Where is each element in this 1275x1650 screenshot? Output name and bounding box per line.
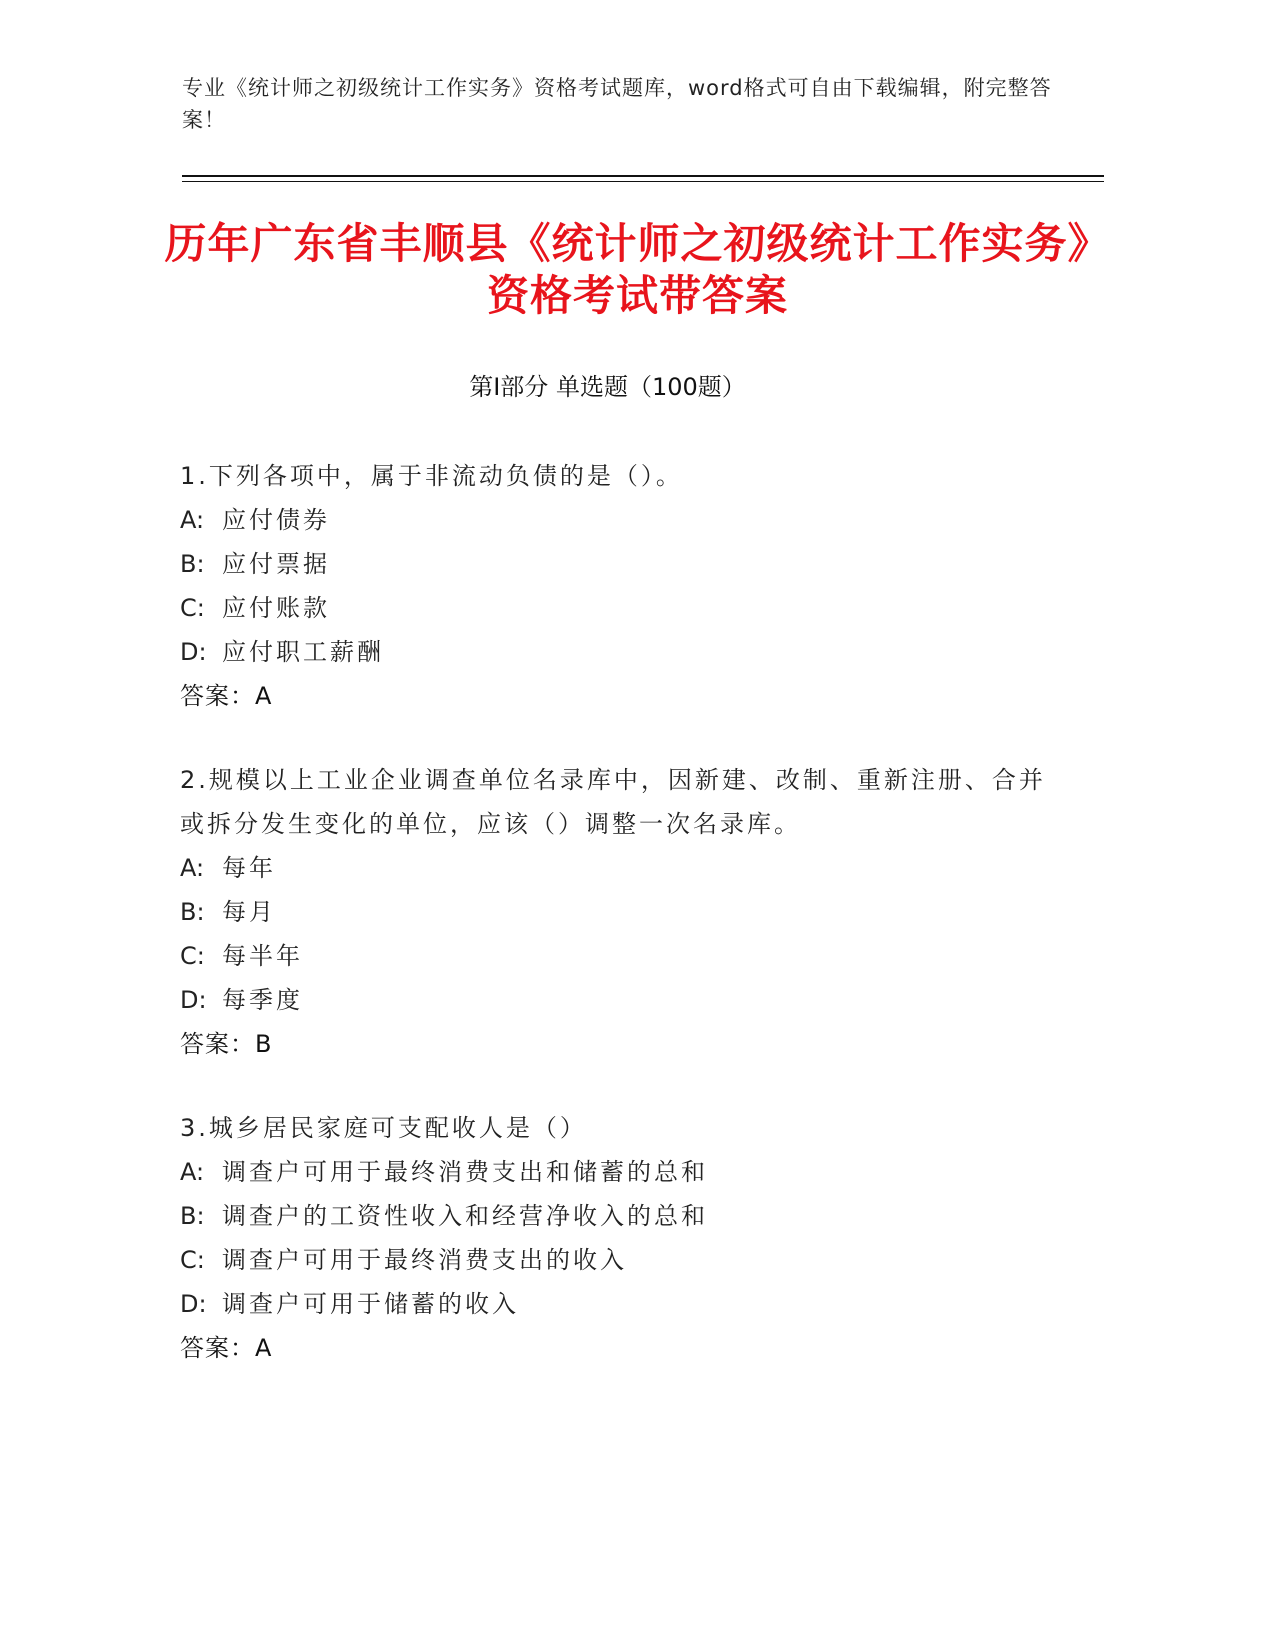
option-c — [180, 934, 1060, 978]
question-3 — [180, 1106, 1060, 1370]
option-text: 每月 — [222, 898, 276, 926]
option-key: A: — [180, 854, 205, 882]
option-key: B: — [180, 550, 205, 578]
question-stem: 2.规模以上工业企业调查单位名录库中，因新建、改制、重新注册、合并或拆分发生变化的单位，应该（）调整一次名录库。 — [180, 766, 1046, 838]
option-key: D: — [180, 638, 207, 666]
option-text: 每年 — [222, 854, 276, 882]
option-d — [180, 1282, 1060, 1326]
option-text: 调查户可用于储蓄的收入 — [222, 1290, 519, 1318]
answer-line: 答案：A — [180, 682, 273, 710]
option-text: 调查户可用于最终消费支出的收入 — [222, 1246, 627, 1274]
option-text: 应付职工薪酬 — [222, 638, 384, 666]
option-d — [180, 630, 1060, 674]
option-b — [180, 1194, 1060, 1238]
question-stem: 3.城乡居民家庭可支配收人是（） — [180, 1114, 587, 1142]
option-text: 应付债券 — [222, 506, 330, 534]
option-key: D: — [180, 1290, 207, 1318]
header-divider-thin — [182, 181, 1104, 182]
option-key: A: — [180, 506, 205, 534]
section-title: 第Ⅰ部分 单选题（100题） — [469, 373, 746, 401]
question-stem: 1.下列各项中，属于非流动负债的是（）。 — [180, 462, 683, 490]
question-1 — [180, 454, 1060, 718]
option-text: 应付账款 — [222, 594, 330, 622]
option-key: C: — [180, 1246, 205, 1274]
option-key: D: — [180, 986, 207, 1014]
option-key: A: — [180, 1158, 205, 1186]
answer-line: 答案：B — [180, 1030, 273, 1058]
answer-line: 答案：A — [180, 1334, 273, 1362]
option-a — [180, 498, 1060, 542]
option-key: C: — [180, 594, 205, 622]
option-text: 调查户可用于最终消费支出和储蓄的总和 — [222, 1158, 708, 1186]
option-d — [180, 978, 1060, 1022]
option-key: B: — [180, 898, 205, 926]
option-a — [180, 1150, 1060, 1194]
option-key: C: — [180, 942, 205, 970]
option-c — [180, 1238, 1060, 1282]
question-2 — [180, 758, 1060, 1066]
option-text: 应付票据 — [222, 550, 330, 578]
header-note: 专业《统计师之初级统计工作实务》资格考试题库，word格式可自由下载编辑，附完整答案！ — [182, 76, 1052, 132]
document-title: 历年广东省丰顺县《统计师之初级统计工作实务》资格考试带答案 — [164, 219, 1111, 320]
option-text: 每半年 — [222, 942, 303, 970]
option-text: 每季度 — [222, 986, 303, 1014]
option-b — [180, 542, 1060, 586]
option-key: B: — [180, 1202, 205, 1230]
option-c — [180, 586, 1060, 630]
header-divider-thick — [182, 175, 1104, 177]
option-b — [180, 890, 1060, 934]
option-text: 调查户的工资性收入和经营净收入的总和 — [222, 1202, 708, 1230]
option-a — [180, 846, 1060, 890]
